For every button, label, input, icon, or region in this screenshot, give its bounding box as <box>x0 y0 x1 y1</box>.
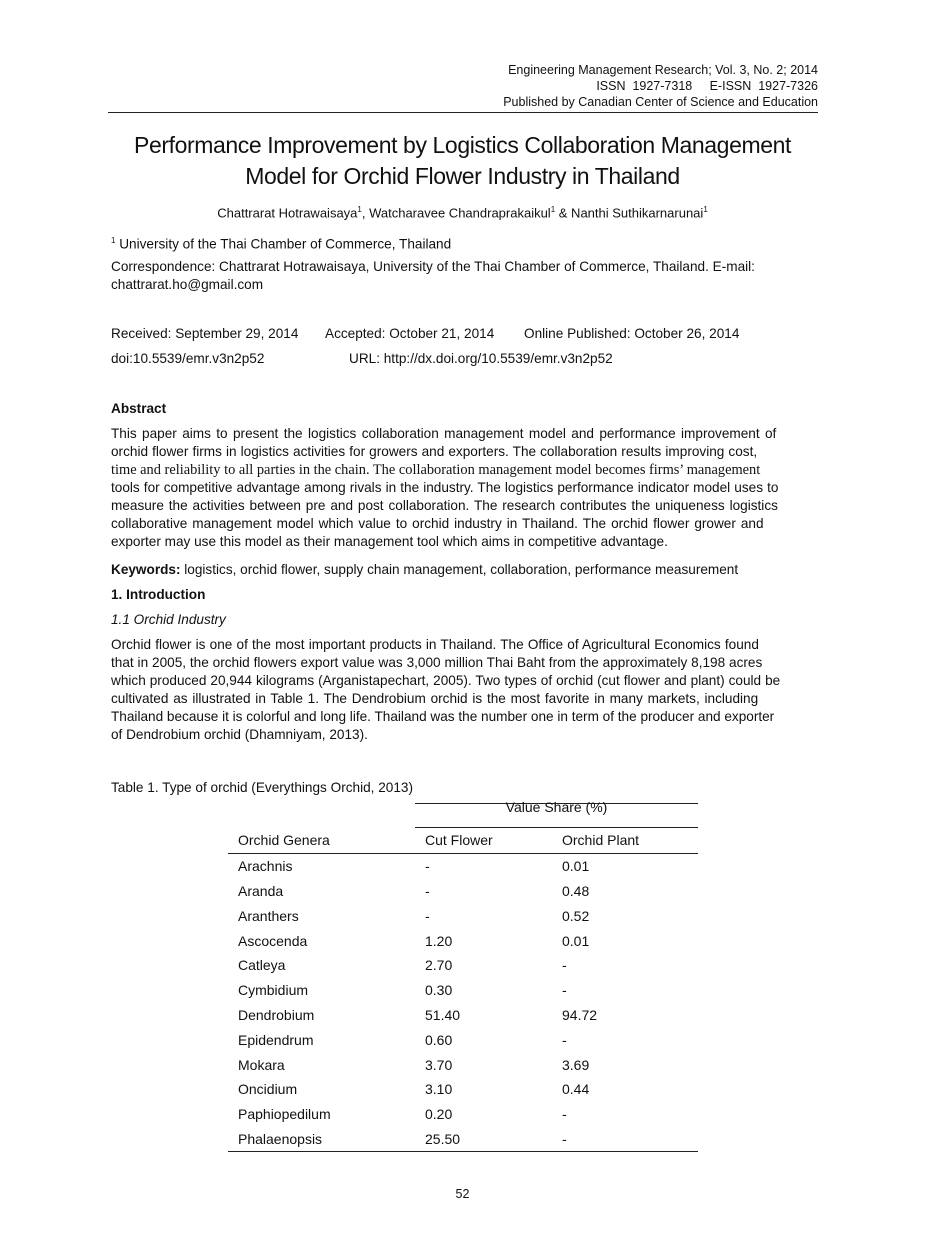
paragraph-line: Thailand because it is colorful and long life. Thailand was the number one in term of the producer and exporter <box>111 709 775 724</box>
orchid-plant-cell: - <box>562 957 567 974</box>
column-header-cut-flower: Cut Flower <box>415 828 552 854</box>
paper-title <box>60 130 865 192</box>
affiliation-superscript: 1 <box>111 236 116 245</box>
abstract-line: time and reliability to all parties in the chain. The collaboration management model becomes firms’ management <box>111 462 761 478</box>
cut-flower-cell: - <box>425 882 430 899</box>
table-row <box>228 928 698 953</box>
abstract-body <box>111 425 817 551</box>
cut-flower-cell: 0.30 <box>425 982 453 999</box>
table-row <box>228 1127 698 1152</box>
keywords <box>111 561 817 579</box>
orchid-plant-cell: - <box>562 1031 567 1048</box>
received-date: Received: September 29, 2014 <box>111 326 299 341</box>
genus-cell: Aranda <box>238 882 284 899</box>
table-row <box>228 903 698 928</box>
author-2: , Watcharavee Chandraprakaikul <box>361 205 551 221</box>
orchid-plant-cell: 0.01 <box>562 858 590 875</box>
author-3-superscript: 1 <box>703 205 708 214</box>
orchid-plant-cell: - <box>562 982 567 999</box>
abstract-line: This paper aims to present the logistics collaboration management model and performance improvement of <box>111 426 777 441</box>
orchid-plant-cell: 0.52 <box>562 907 590 924</box>
table-row <box>228 1027 698 1052</box>
table-row <box>228 1003 698 1028</box>
author-list <box>0 205 925 220</box>
table-row <box>228 879 698 904</box>
paragraph-line: that in 2005, the orchid flowers export value was 3,000 million Thai Baht from the approximately 8,198 acres <box>111 655 763 670</box>
orchid-plant-cell: - <box>562 1106 567 1123</box>
genus-cell: Aranthers <box>238 907 299 924</box>
genus-cell: Mokara <box>238 1056 285 1073</box>
value-share-header <box>415 799 698 828</box>
affiliation-text: University of the Thai Chamber of Commerce, Thailand <box>119 236 452 252</box>
table-row <box>228 853 698 878</box>
cut-flower-cell: 1.20 <box>425 932 453 949</box>
correspondence <box>111 258 817 294</box>
genus-cell: Oncidium <box>238 1081 298 1098</box>
table-row <box>228 953 698 978</box>
genus-cell: Arachnis <box>238 858 293 875</box>
orchid-type-table <box>228 799 698 1152</box>
section-heading-introduction: 1. Introduction <box>111 587 206 602</box>
orchid-plant-cell: 0.44 <box>562 1081 590 1098</box>
genus-cell: Catleya <box>238 957 286 974</box>
journal-line: Engineering Management Research; Vol. 3, No. 2; 2014 <box>508 63 818 77</box>
url-link[interactable]: URL: http://dx.doi.org/10.5539/emr.v3n2p52 <box>349 351 613 366</box>
publisher-line: Published by Canadian Center of Science and Education <box>503 95 818 109</box>
cut-flower-cell: - <box>425 907 430 924</box>
paragraph-line: of Dendrobium orchid (Dhamniyam, 2013). <box>111 727 368 742</box>
column-header-orchid-plant: Orchid Plant <box>552 828 698 854</box>
table-caption: Table 1. Type of orchid (Everythings Orchid, 2013) <box>111 780 413 795</box>
title-line-1: Performance Improvement by Logistics Collaboration Management <box>134 132 791 158</box>
table-group-header-row <box>228 803 698 828</box>
paragraph-line: cultivated as illustrated in Table 1. The Dendrobium orchid is the most favorite in many markets, including <box>111 691 759 706</box>
author-1: Chattrarat Hotrawaisaya <box>217 205 358 221</box>
paragraph-line: which produced 20,944 kilograms (Arganistapechart, 2005). Two types of orchid (cut flower and plant) could be <box>111 673 781 688</box>
abstract-line: orchid flower firms in logistics activities for growers and exporters. The collaboration results improving cost, <box>111 444 758 459</box>
author-1-superscript: 1 <box>357 205 362 214</box>
accepted-date: Accepted: October 21, 2014 <box>325 326 495 341</box>
identifiers <box>111 350 817 368</box>
abstract-line: collaborative management model which value to orchid industry in Thailand. The orchid flower grower and <box>111 516 764 531</box>
journal-header <box>503 62 818 110</box>
orchid-plant-cell: - <box>552 1127 698 1152</box>
keywords-label: Keywords: <box>111 562 181 577</box>
cut-flower-cell: 25.50 <box>415 1127 552 1152</box>
table-row <box>228 1102 698 1127</box>
cut-flower-cell: 0.60 <box>425 1031 453 1048</box>
author-2-superscript: 1 <box>550 205 556 214</box>
orchid-plant-cell: 3.69 <box>562 1056 590 1073</box>
table-row <box>228 1077 698 1102</box>
orchid-plant-cell: 0.48 <box>562 882 590 899</box>
issn-line: ISSN 1927-7318 E-ISSN 1927-7326 <box>596 79 818 93</box>
publication-dates <box>111 325 817 343</box>
cut-flower-cell: 2.70 <box>425 957 453 974</box>
orchid-plant-cell: 94.72 <box>562 1006 598 1023</box>
genus-cell: Dendrobium <box>238 1006 315 1023</box>
affiliation <box>111 232 817 254</box>
value-share-label: Value Share (%) <box>505 799 608 815</box>
online-date: Online Published: October 26, 2014 <box>524 326 740 341</box>
column-header-genera: Orchid Genera <box>228 828 415 854</box>
introduction-paragraph <box>111 636 817 744</box>
genus-cell: Phalaenopsis <box>228 1127 415 1152</box>
table-column-header-row <box>228 828 698 854</box>
cut-flower-cell: 51.40 <box>425 1006 461 1023</box>
author-3: & Nanthi Suthikarnarunai <box>555 205 704 221</box>
abstract-heading: Abstract <box>111 401 167 416</box>
header-rule <box>108 112 818 113</box>
orchid-plant-cell: 0.01 <box>562 932 590 949</box>
title-line-2: Model for Orchid Flower Industry in Thailand <box>245 163 680 189</box>
paragraph-line: Orchid flower is one of the most important products in Thailand. The Office of Agricultural Economics found <box>111 637 759 652</box>
value-share-bottom-rule <box>415 827 698 828</box>
abstract-line: tools for competitive advantage among rivals in the industry. The logistics performance indicator model uses to <box>111 480 779 495</box>
abstract-line: measure the activities between pre and post collaboration. The research contributes the uniqueness logistics <box>111 498 778 513</box>
abstract-line: exporter may use this model as their management tool which aims in competitive advantage. <box>111 534 668 549</box>
table-row <box>228 1052 698 1077</box>
correspondence-email[interactable]: chattrarat.ho@gmail.com <box>111 277 264 292</box>
doi-text: doi:10.5539/emr.v3n2p52 <box>111 351 265 366</box>
page-number: 52 <box>455 1187 470 1201</box>
subsection-heading-orchid-industry: 1.1 Orchid Industry <box>111 612 226 627</box>
cut-flower-cell: 3.10 <box>425 1081 453 1098</box>
genus-cell: Ascocenda <box>238 932 308 949</box>
cut-flower-cell: 0.20 <box>425 1106 453 1123</box>
genus-cell: Cymbidium <box>238 982 309 999</box>
correspondence-line-1: Correspondence: Chattrarat Hotrawaisaya, University of the Thai Chamber of Commerce, Thailand. E-mail: <box>111 259 755 274</box>
keywords-text: logistics, orchid flower, supply chain management, collaboration, performance measurement <box>180 562 739 577</box>
genus-cell: Epidendrum <box>238 1031 314 1048</box>
cut-flower-cell: 3.70 <box>425 1056 453 1073</box>
table-row <box>228 978 698 1003</box>
genus-cell: Paphiopedilum <box>238 1106 331 1123</box>
cut-flower-cell: - <box>425 858 430 875</box>
